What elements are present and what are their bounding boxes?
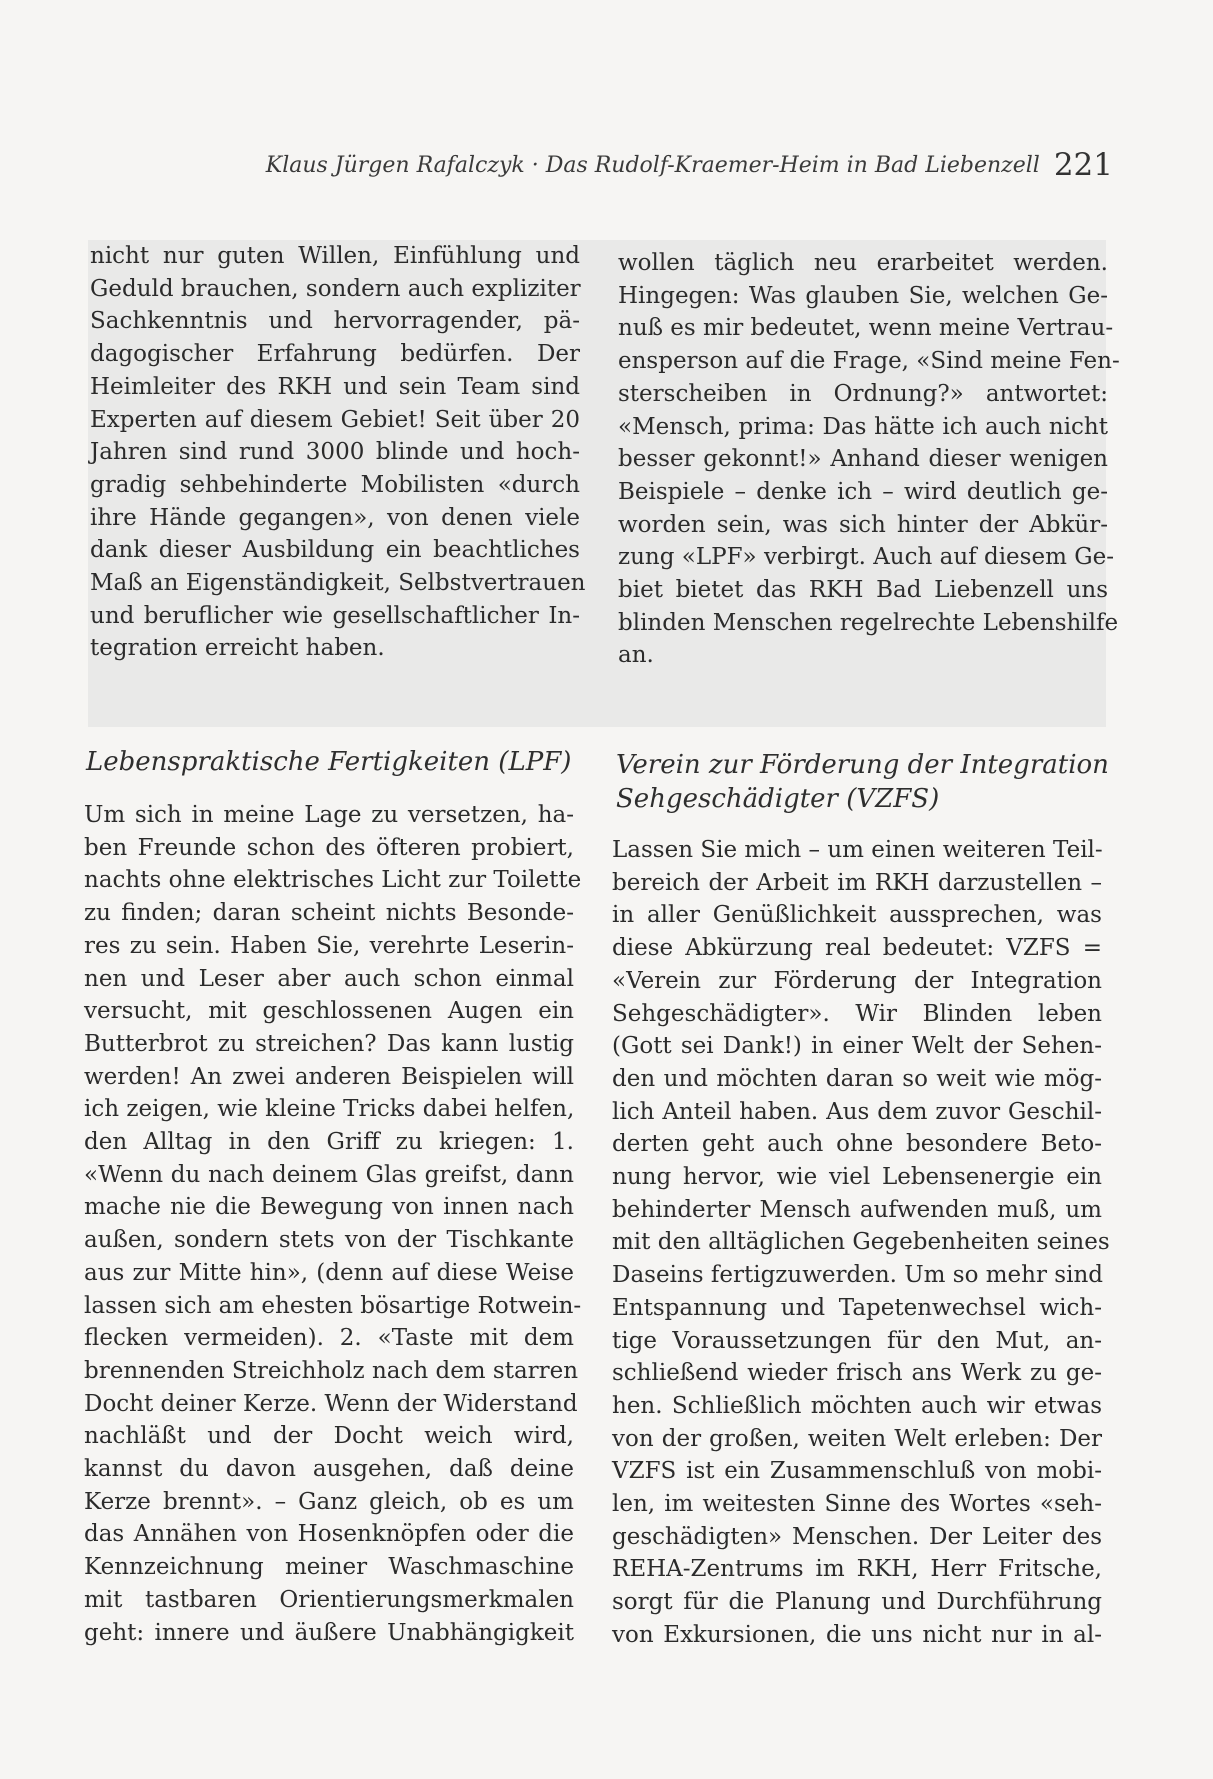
text-line: (Gott sei Dank!) in einer Welt der Sehen- xyxy=(612,1033,1102,1060)
text-line: mit den alltäglichen Gegebenheiten seines xyxy=(612,1229,1110,1256)
text-line: VZFS ist ein Zusammenschluß von mobi- xyxy=(612,1458,1102,1485)
text-line: Hingegen: Was glauben Sie, welchen Ge- xyxy=(618,282,1108,309)
text-line: besser gekonnt!» Anhand dieser wenigen xyxy=(618,446,1108,473)
text-line: von Exkursionen, die uns nicht nur in al- xyxy=(612,1621,1102,1648)
running-title: Klaus Jürgen Rafalczyk · Das Rudolf-Kraemer-Heim in Bad Liebenzell xyxy=(265,153,1040,178)
heading-line: Verein zur Förderung der Integration xyxy=(616,750,1109,780)
text-line: hen. Schließlich möchten auch wir etwas xyxy=(612,1392,1102,1419)
text-line: Sachkenntnis und hervorragender, pä- xyxy=(90,308,580,335)
text-line: behinderter Mensch aufwenden muß, um xyxy=(612,1196,1102,1223)
text-line: dank dieser Ausbildung ein beachtliches xyxy=(90,537,580,564)
text-line: nicht nur guten Willen, Einfühlung und xyxy=(90,243,580,269)
text-line: Kennzeichnung meiner Waschmaschine xyxy=(84,1554,574,1581)
text-line: blinden Menschen regelrechte Lebenshilfe xyxy=(618,609,1119,636)
paragraph-column-3 xyxy=(84,799,582,1649)
text-line: tige Voraussetzungen für den Mut, an- xyxy=(612,1327,1102,1354)
text-line: mit tastbaren Orientierungsmerkmalen xyxy=(84,1586,574,1613)
text-line: «Verein zur Förderung der Integration xyxy=(612,967,1102,994)
text-line: den Alltag in den Griff zu kriegen: 1. xyxy=(84,1129,574,1156)
text-line: brennenden Streichholz nach dem starren xyxy=(84,1357,579,1384)
text-line: kannst du davon ausgehen, daß deine xyxy=(84,1456,574,1483)
text-line: mache nie die Bewegung von innen nach xyxy=(84,1194,574,1221)
text-line: diese Abkürzung real bedeutet: VZFS = xyxy=(612,935,1102,962)
text-line: nuß es mir bedeutet, wenn meine Vertrau- xyxy=(618,315,1114,342)
text-line: lich Anteil haben. Aus dem zuvor Geschil- xyxy=(612,1098,1102,1125)
heading-line: Sehgeschädigter (VZFS) xyxy=(616,784,940,814)
text-line: Maß an Eigenständigkeit, Selbstvertrauen xyxy=(90,570,586,597)
text-line: aus zur Mitte hin», (denn auf diese Weise xyxy=(84,1259,574,1286)
text-line: tegration erreicht haben. xyxy=(90,635,385,662)
text-line: und beruflicher wie gesellschaftlicher In- xyxy=(90,602,580,629)
text-line: worden sein, was sich hinter der Abkür- xyxy=(618,511,1108,538)
section-heading-vzfs xyxy=(616,748,1136,816)
text-line: bereich der Arbeit im RKH darzustellen – xyxy=(612,869,1102,896)
page-number: 221 xyxy=(1053,147,1113,183)
text-line: wollen täglich neu erarbeitet werden. xyxy=(618,250,1108,276)
text-line: flecken vermeiden). 2. «Taste mit dem xyxy=(84,1325,574,1352)
text-line: von der großen, weiten Welt erleben: Der xyxy=(612,1425,1102,1452)
text-line: sterscheiben in Ordnung?» antwortet: xyxy=(618,380,1108,407)
text-line: dagogischer Erfahrung bedürfen. Der xyxy=(90,341,580,368)
text-line: Heimleiter des RKH und sein Team sind xyxy=(90,373,580,400)
text-line: an. xyxy=(618,642,654,669)
text-line: außen, sondern stets von der Tischkante xyxy=(84,1227,574,1254)
text-line: ihre Hände gegangen», von denen viele xyxy=(90,504,580,531)
text-line: Daseins fertigzuwerden. Um so mehr sind xyxy=(612,1262,1103,1289)
text-line: den und möchten daran so weit wie mög- xyxy=(612,1065,1102,1092)
text-line: len, im weitesten Sinne des Wortes «seh- xyxy=(612,1491,1102,1518)
text-line: Experten auf diesem Gebiet! Seit über 20 xyxy=(90,406,580,433)
text-line: geschädigten» Menschen. Der Leiter des xyxy=(612,1523,1102,1550)
text-line: nachts ohne elektrisches Licht zur Toilette xyxy=(84,867,582,894)
text-line: biet bietet das RKH Bad Liebenzell uns xyxy=(618,577,1108,604)
text-line: Jahren sind rund 3000 blinde und hoch- xyxy=(90,439,580,466)
section-heading-lpf: Lebenspraktische Fertigkeiten (LPF) xyxy=(86,747,572,777)
text-line: Butterbrot zu streichen? Das kann lustig xyxy=(84,1030,574,1057)
text-line: geht: innere und äußere Unabhängigkeit xyxy=(84,1619,574,1646)
text-line: Sehgeschädigter». Wir Blinden leben xyxy=(612,1000,1102,1027)
text-line: Lassen Sie mich – um einen weiteren Teil- xyxy=(612,837,1103,863)
text-line: in aller Genüßlichkeit aussprechen, was xyxy=(612,902,1102,929)
paragraph-column-4 xyxy=(612,834,1110,1652)
text-line: Um sich in meine Lage zu versetzen, ha- xyxy=(84,802,574,828)
paragraph-column-1 xyxy=(90,240,586,665)
running-header xyxy=(0,147,1113,183)
text-line: das Annähen von Hosenknöpfen oder die xyxy=(84,1521,574,1548)
text-line: Kerze brennt». – Ganz gleich, ob es um xyxy=(84,1488,574,1515)
text-line: res zu sein. Haben Sie, verehrte Leserin- xyxy=(84,932,574,959)
text-line: lassen sich am ehesten bösartige Rotwein- xyxy=(84,1292,582,1319)
text-line: REHA-Zentrums im RKH, Herr Fritsche, xyxy=(612,1556,1102,1583)
text-line: gradig sehbehinderte Mobilisten «durch xyxy=(90,471,580,498)
text-line: zu finden; daran scheint nichts Besonde- xyxy=(84,900,574,927)
text-line: nung hervor, wie viel Lebensenergie ein xyxy=(612,1164,1102,1191)
text-line: Entspannung und Tapetenwechsel wich- xyxy=(612,1294,1102,1321)
text-line: zung «LPF» verbirgt. Auch auf diesem Ge- xyxy=(618,544,1114,571)
text-line: ben Freunde schon des öfteren probiert, xyxy=(84,834,574,861)
text-line: sorgt für die Planung und Durchführung xyxy=(612,1589,1102,1616)
text-line: schließend wieder frisch ans Werk zu ge- xyxy=(612,1360,1102,1387)
text-line: Beispiele – denke ich – wird deutlich ge- xyxy=(618,478,1108,505)
text-line: ensperson auf die Frage, «Sind meine Fen- xyxy=(618,348,1120,375)
text-line: nen und Leser aber auch schon einmal xyxy=(84,965,574,992)
text-line: werden! An zwei anderen Beispielen will xyxy=(84,1063,574,1090)
text-line: Geduld brauchen, sondern auch expliziter xyxy=(90,275,581,302)
text-line: nachläßt und der Docht weich wird, xyxy=(84,1423,574,1450)
text-line: «Mensch, prima: Das hätte ich auch nicht xyxy=(618,413,1108,440)
text-line: «Wenn du nach deinem Glas greifst, dann xyxy=(84,1161,574,1188)
paragraph-column-2 xyxy=(618,247,1120,672)
text-line: derten geht auch ohne besondere Beto- xyxy=(612,1131,1102,1158)
text-line: Docht deiner Kerze. Wenn der Widerstand xyxy=(84,1390,578,1417)
text-line: versucht, mit geschlossenen Augen ein xyxy=(84,998,574,1025)
text-line: ich zeigen, wie kleine Tricks dabei helfen, xyxy=(84,1096,575,1123)
